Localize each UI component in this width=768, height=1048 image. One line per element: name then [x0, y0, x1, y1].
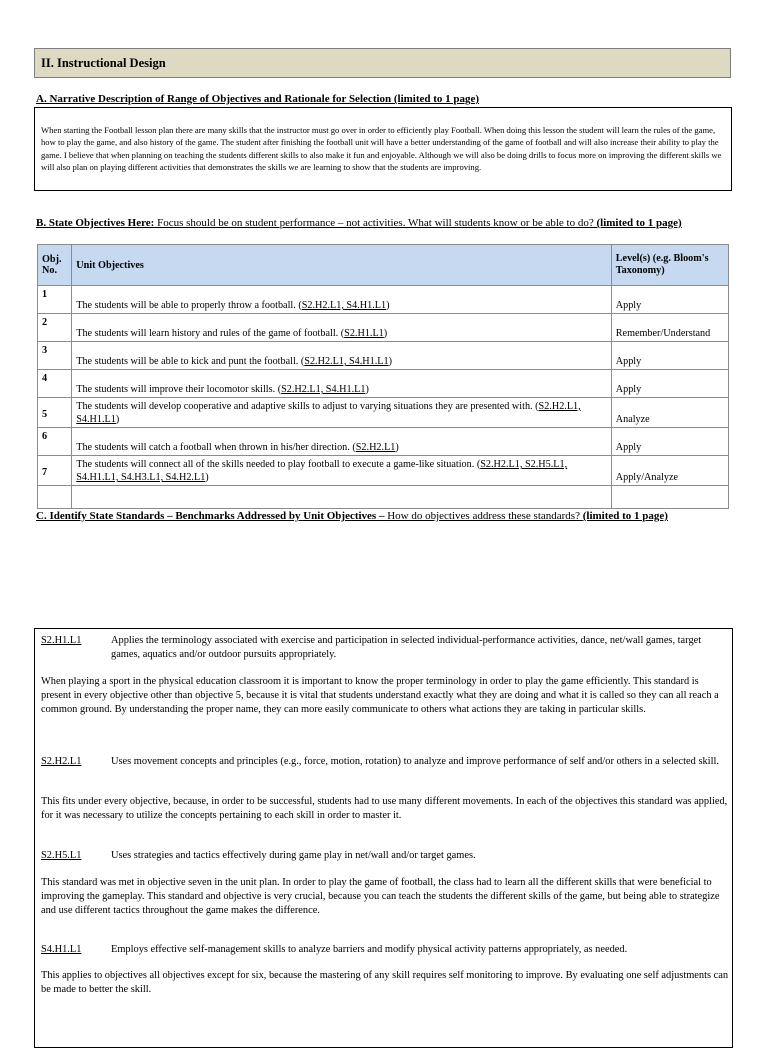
table-row-empty: [38, 486, 729, 509]
section-b-heading-bold: B. State Objectives Here:: [36, 217, 155, 229]
row-end: ): [388, 356, 393, 367]
row-no: 2: [38, 314, 72, 342]
row-level: Apply: [611, 370, 728, 398]
row-level: Apply/Analyze: [611, 456, 728, 486]
row-standards: S2.H2.L1, S4.H1.L1: [301, 300, 387, 311]
standard-code: S2.H2.L1: [41, 756, 82, 767]
table-row: [38, 456, 729, 486]
row-no: 3: [38, 342, 72, 370]
row-standards: S2.H2.L1, S4.H1.L1: [281, 384, 366, 395]
row-end: ): [395, 442, 399, 453]
empty-cell: [72, 486, 612, 509]
row-objective-text: The students will be able to kick and punt the football. (: [76, 356, 305, 367]
section-a-heading: A. Narrative Description of Range of Objectives and Rationale for Selection (limited to 1 page): [36, 93, 480, 105]
row-level: Remember/Understand: [611, 314, 728, 342]
standard-code: S2.H5.L1: [41, 850, 82, 861]
objectives-header-row: [38, 245, 729, 286]
row-level: Analyze: [611, 398, 728, 428]
row-objective-text: The students will catch a football when thrown in his/her direction. (: [76, 442, 356, 453]
standard-explanation: This standard was met in objective seven in the unit plan. In order to play the game of football, the class had to learn all the different skills that were beneficial to improving the gameplay. This standard and objective is very crucial, because you can teach the students the different skills of the game, but being able to strategize and use different tactics throughout the game makes the difference.: [41, 877, 720, 916]
standard-explanation: This applies to objectives all objectives except for six, because the mastering of any skill requires self monitoring to improve. By evaluating one self adjustments can be made to better the skill.: [41, 970, 729, 995]
standard-code: S2.H1.L1: [41, 635, 82, 646]
row-level: Apply: [611, 286, 728, 314]
empty-cell: [38, 486, 72, 509]
row-standards: S2.H2.L1: [355, 442, 396, 453]
row-standards: S2.H2.L1, S2.H5.L1, S4.H1.L1, S4.H3.L1, S4.H2.L1: [76, 459, 568, 483]
standard-code: S4.H1.L1: [41, 944, 82, 955]
row-standards: S2.H1.L1: [344, 328, 384, 339]
row-end: ): [386, 300, 390, 311]
objectives-table: [37, 244, 729, 509]
table-row: [38, 314, 729, 342]
row-objective-text: The students will learn history and rules of the game of football. (: [76, 328, 345, 339]
row-level: Apply: [611, 428, 728, 456]
header-level: Level(s) (e.g. Bloom's Taxonomy): [611, 245, 728, 286]
row-objective-text: The students will develop cooperative and adaptive skills to adjust to varying situations they are presented with. (: [76, 401, 539, 412]
standards-box: [34, 628, 733, 1048]
standard-description: Uses strategies and tactics effectively during game play in net/wall and/or target games.: [111, 850, 476, 861]
section-c-heading-tail: (limited to 1 page): [582, 510, 668, 522]
table-row: [38, 342, 729, 370]
row-objective-text: The students will connect all of the skills needed to play football to execute a game-like situation. (: [76, 459, 481, 470]
row-no: 7: [38, 456, 72, 486]
row-no: 5: [38, 398, 72, 428]
header-unit-objectives: Unit Objectives: [72, 245, 612, 286]
row-objective: [72, 456, 612, 486]
section-b-heading-tail: (limited to 1 page): [596, 217, 682, 229]
row-end: ): [383, 328, 388, 339]
table-row: [38, 398, 729, 428]
section-c-heading: [36, 510, 668, 522]
row-objective: [72, 286, 612, 314]
row-objective: [72, 370, 612, 398]
row-objective: [72, 314, 612, 342]
standard-explanation: This fits under every objective, because, in order to be successful, students had to use many different movements. In each of the objectives this standard was applied, for it was necessary to utilize the concepts pertaining to each skill in order to master it.: [41, 796, 728, 821]
row-no: 4: [38, 370, 72, 398]
row-standards: S2.H2.L1, S4.H1.L1: [76, 401, 581, 425]
row-objective: [72, 398, 612, 428]
row-no: 1: [38, 286, 72, 314]
standard-description: Applies the terminology associated with exercise and participation in selected individual-performance activities, dance, net/wall games, target games, aquatics and/or outdoor pursuits appropriately.: [111, 635, 702, 660]
table-row: [38, 370, 729, 398]
empty-cell: [611, 486, 728, 509]
header-obj-no: Obj. No.: [38, 245, 72, 286]
row-end: ): [365, 384, 369, 395]
row-level: Apply: [611, 342, 728, 370]
row-end: ): [205, 472, 209, 483]
row-no: 6: [38, 428, 72, 456]
standard-description: Uses movement concepts and principles (e.g., force, motion, rotation) to analyze and improve performance of self and/or others in a selected skill.: [111, 756, 719, 767]
standard-description: Employs effective self-management skills to analyze barriers and modify physical activity patterns appropriately, as needed.: [111, 944, 628, 955]
section-b-heading-text: Focus should be on student performance – not activities. What will students know or be able to do?: [154, 217, 597, 229]
section-b-heading: [36, 217, 682, 229]
narrative-box: [34, 107, 732, 191]
section-title: II. Instructional Design: [34, 48, 731, 78]
row-objective-text: The students will improve their locomotor skills. (: [76, 384, 282, 395]
row-end: ): [115, 414, 120, 425]
table-row: [38, 286, 729, 314]
section-c-heading-text: How do objectives address these standards?: [384, 510, 583, 522]
row-objective-text: The students will be able to properly throw a football. (: [76, 300, 302, 311]
row-standards: S2.H2.L1, S4.H1.L1: [304, 356, 389, 367]
narrative-text: When starting the Football lesson plan there are many skills that the instructor must go over in order to efficiently play Football. When doing this lesson the student will learn the rules of the game, how to play the game, and also history of the game. The student after finishing the football unit will have a better understanding of the game of football and will also increase their ability to play the game. I believe that when planning on teaching the students different skills to also make it fun and enjoyable. Although we will also be doing drills to focus more on improving the different skills we will also plan on playing different activities that demonstrates the skills we are learning to show that the students are improving.: [41, 125, 722, 173]
section-c-heading-bold: C. Identify State Standards – Benchmarks Addressed by Unit Objectives –: [36, 510, 385, 522]
row-objective: [72, 342, 612, 370]
table-row: [38, 428, 729, 456]
row-objective: [72, 428, 612, 456]
standard-explanation: When playing a sport in the physical education classroom it is important to know the proper terminology in order to play the game efficiently. This standard is present in every objective other than objective 5, because it is vital that students understand exactly what they are doing and what it is called so they can all reach a common ground. By understanding the proper name, they can more easily communicate to others what actions they are taking in particular skills.: [41, 676, 719, 715]
